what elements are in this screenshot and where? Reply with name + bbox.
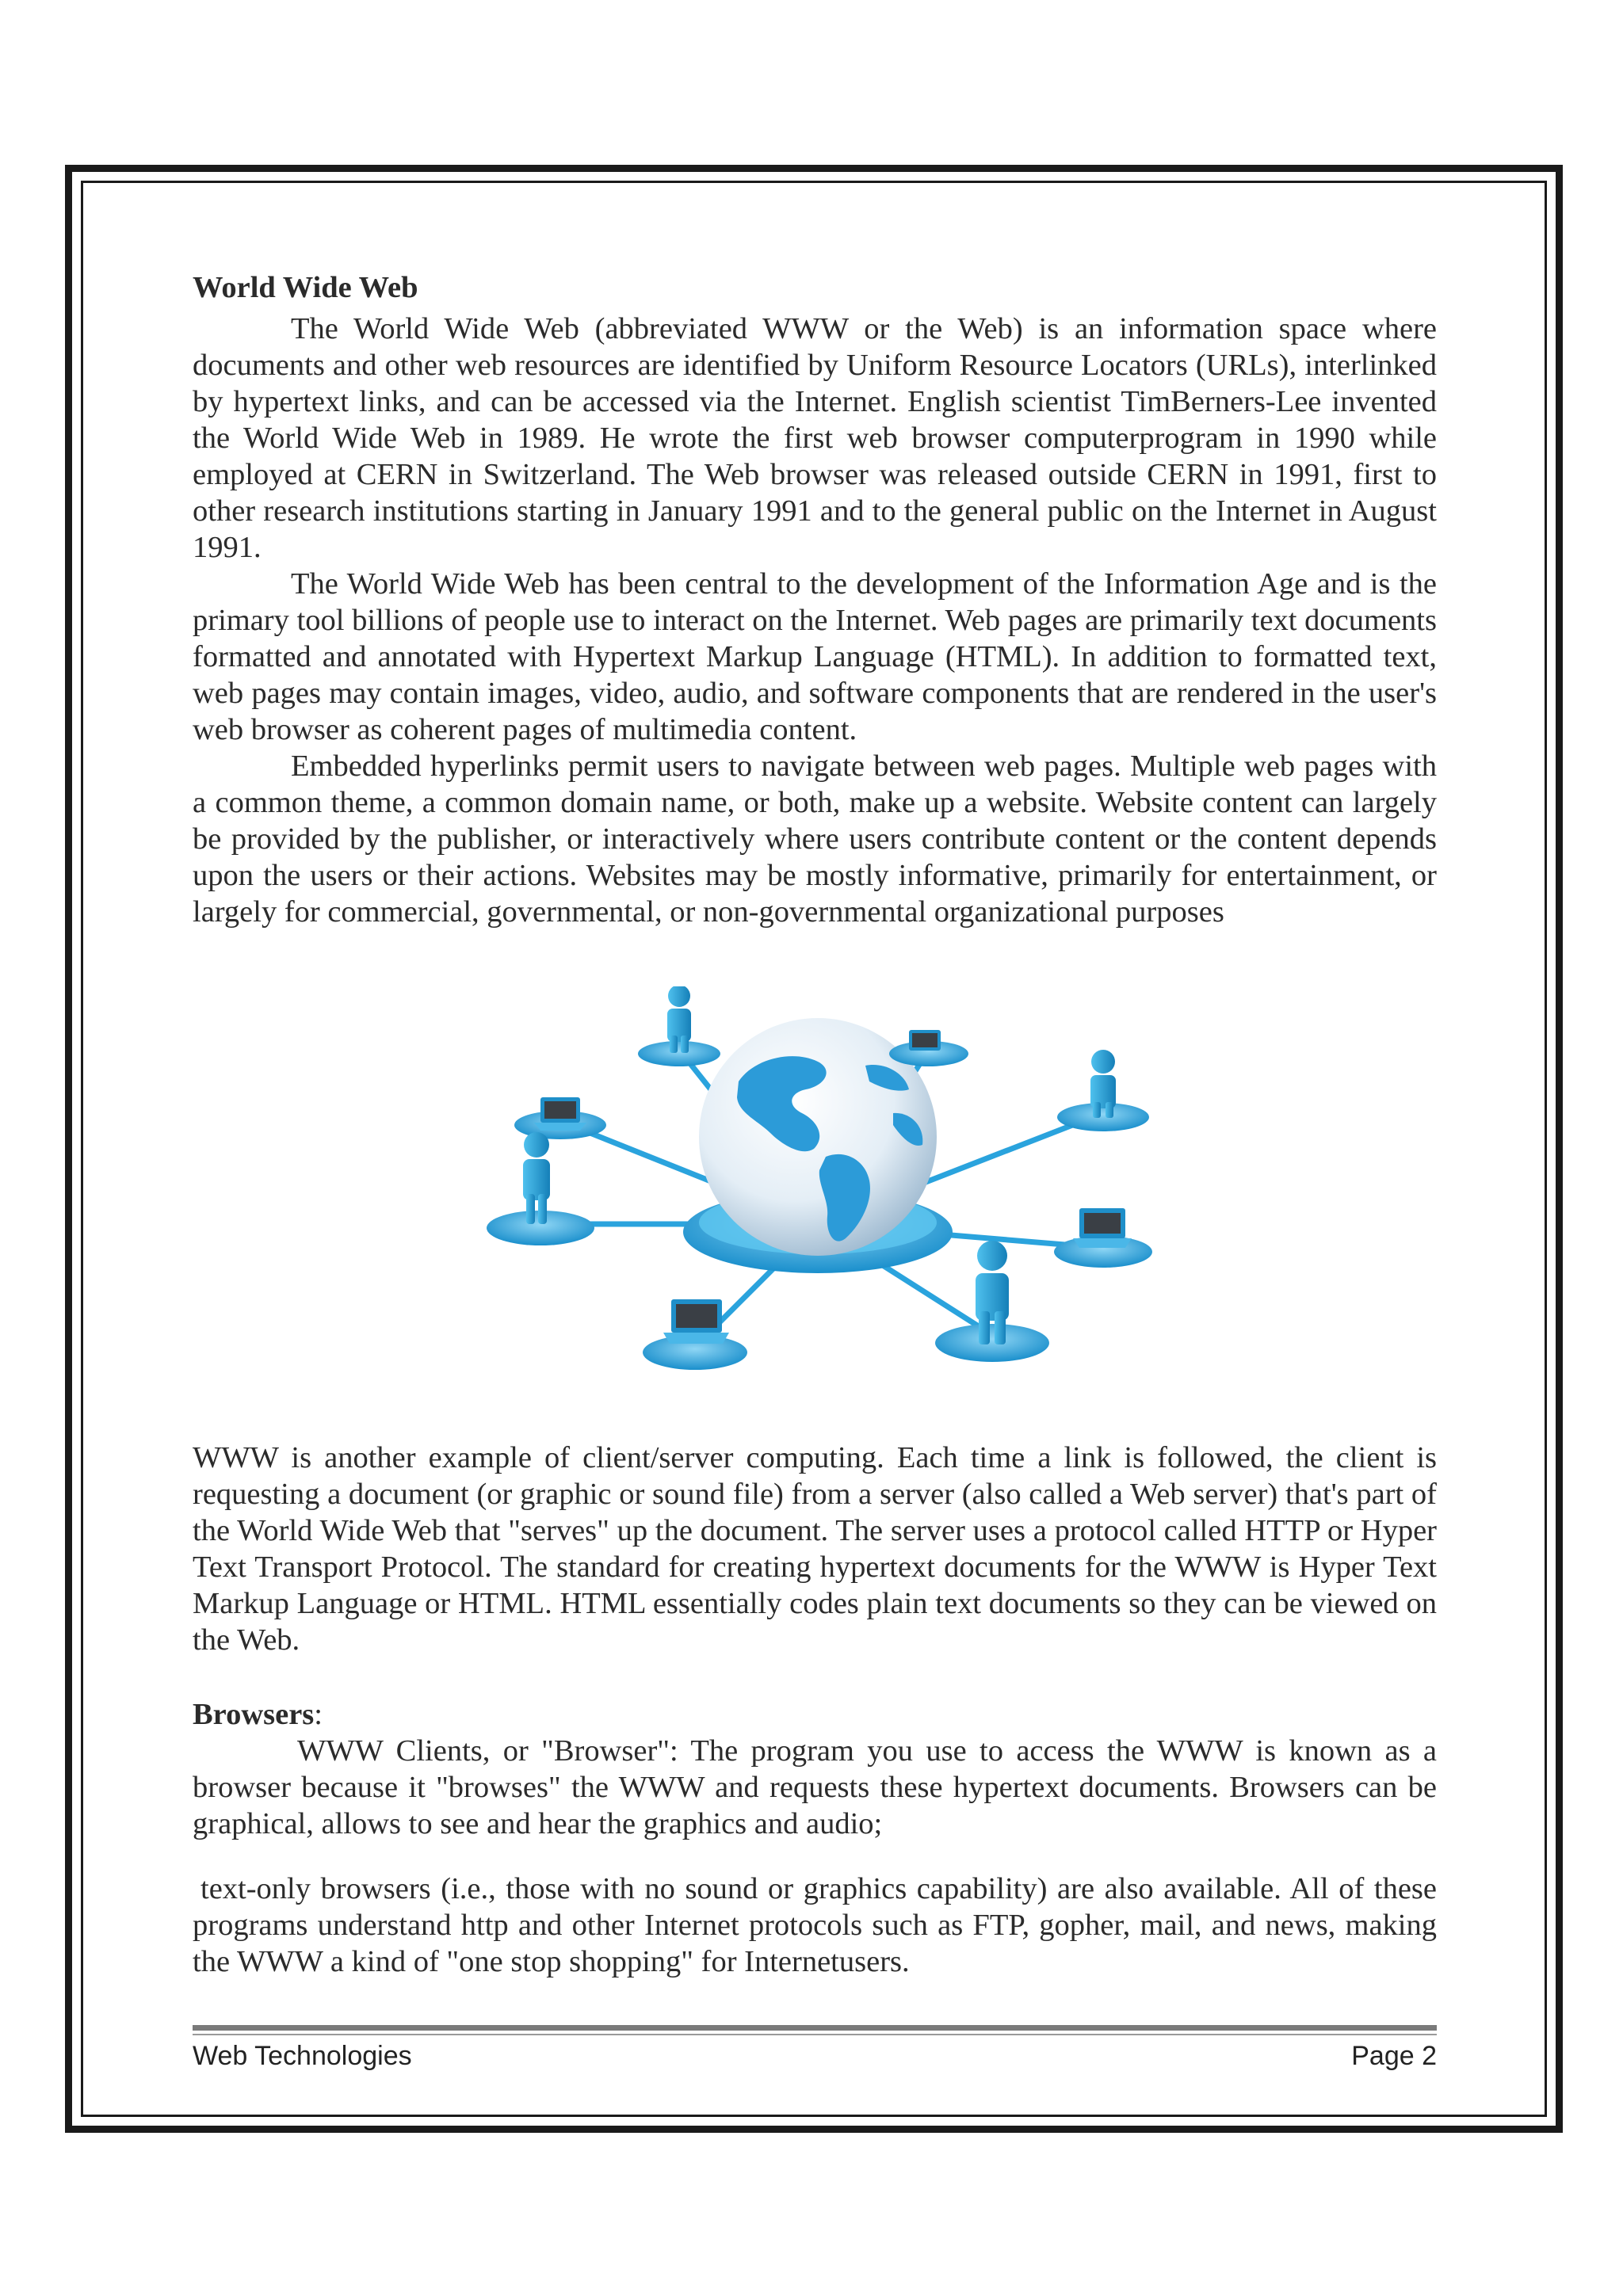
paragraph-browsers: WWW Clients, or "Browser": The program you use to access the WWW is known as a browser because it "browses" the WWW and requests these hypertext documents. Browsers can be graphical, allows to see and hear the graphics and audio; bbox=[193, 1734, 1437, 1840]
network-svg bbox=[453, 986, 1182, 1414]
paragraph-text-only: text-only browsers (i.e., those with no sound or graphics capability) are also available. All of these programs understand http and other Internet protocols such as FTP, gopher, mail, and news, making the WWW a kind of "one stop shopping" for Internetusers. bbox=[193, 1872, 1437, 1978]
main-content bbox=[193, 269, 1437, 930]
page-number: Page 2 bbox=[1351, 2041, 1437, 2071]
browsers-colon: : bbox=[314, 1698, 323, 1731]
www-network-illustration bbox=[453, 986, 1182, 1414]
paragraph-intro: The World Wide Web (abbreviated WWW or the Web) is an information space where documents and other web resources are identified by Uniform Resource Locators (URLs), interlinked by hypertext links, and can be accessed via the Internet. English scientist TimBerners-Lee invented the World Wide Web in 1989. He wrote the first web browser computerprogram in 1990 while employed at CERN in Switzerland. The Web browser was released outside CERN in 1991, first to other research institutions starting in January 1991 and to the general public on the Internet in August 1991. bbox=[193, 312, 1437, 564]
footer-rule-thin bbox=[193, 2034, 1437, 2035]
footer-title: Web Technologies bbox=[193, 2041, 412, 2071]
footer-rule bbox=[193, 2025, 1437, 2031]
paragraph-information-age: The World Wide Web has been central to the development of the Information Age and is the primary tool billions of people use to interact on the Internet. Web pages are primarily text documents formatted and annotated with Hypertext Markup Language (HTML). In addition to formatted text, web pages may contain images, video, audio, and software components that are rendered in the user's web browser as coherent pages of multimedia content. bbox=[193, 567, 1437, 746]
section-heading: World Wide Web bbox=[193, 271, 418, 304]
browsers-heading: Browsers bbox=[193, 1698, 315, 1731]
paragraph-hyperlinks: Embedded hyperlinks permit users to navigate between web pages. Multiple web pages with a common theme, a common domain name, or both, make up a website. Website content can largely be provided by the publisher, or interactively where users contribute content or the content depends upon the users or their actions. Websites may be mostly informative, primarily for entertainment, or largely for commercial, governmental, or non-governmental organizational purposes bbox=[193, 749, 1437, 929]
paragraph-client-server: WWW is another example of client/server computing. Each time a link is followed, the client is requesting a document (or graphic or sound file) from a server (also called a Web server) that's part of the World Wide Web that "serves" up the document. The server uses a protocol called HTTP or Hyper Text Transport Protocol. The standard for creating hypertext documents for the WWW is Hyper Text Markup Language or HTML. HTML essentially codes plain text documents so they can be viewed on the Web. bbox=[193, 1441, 1437, 1657]
browsers-heading-line bbox=[193, 1696, 1437, 1733]
secondary-content bbox=[193, 1440, 1437, 1980]
